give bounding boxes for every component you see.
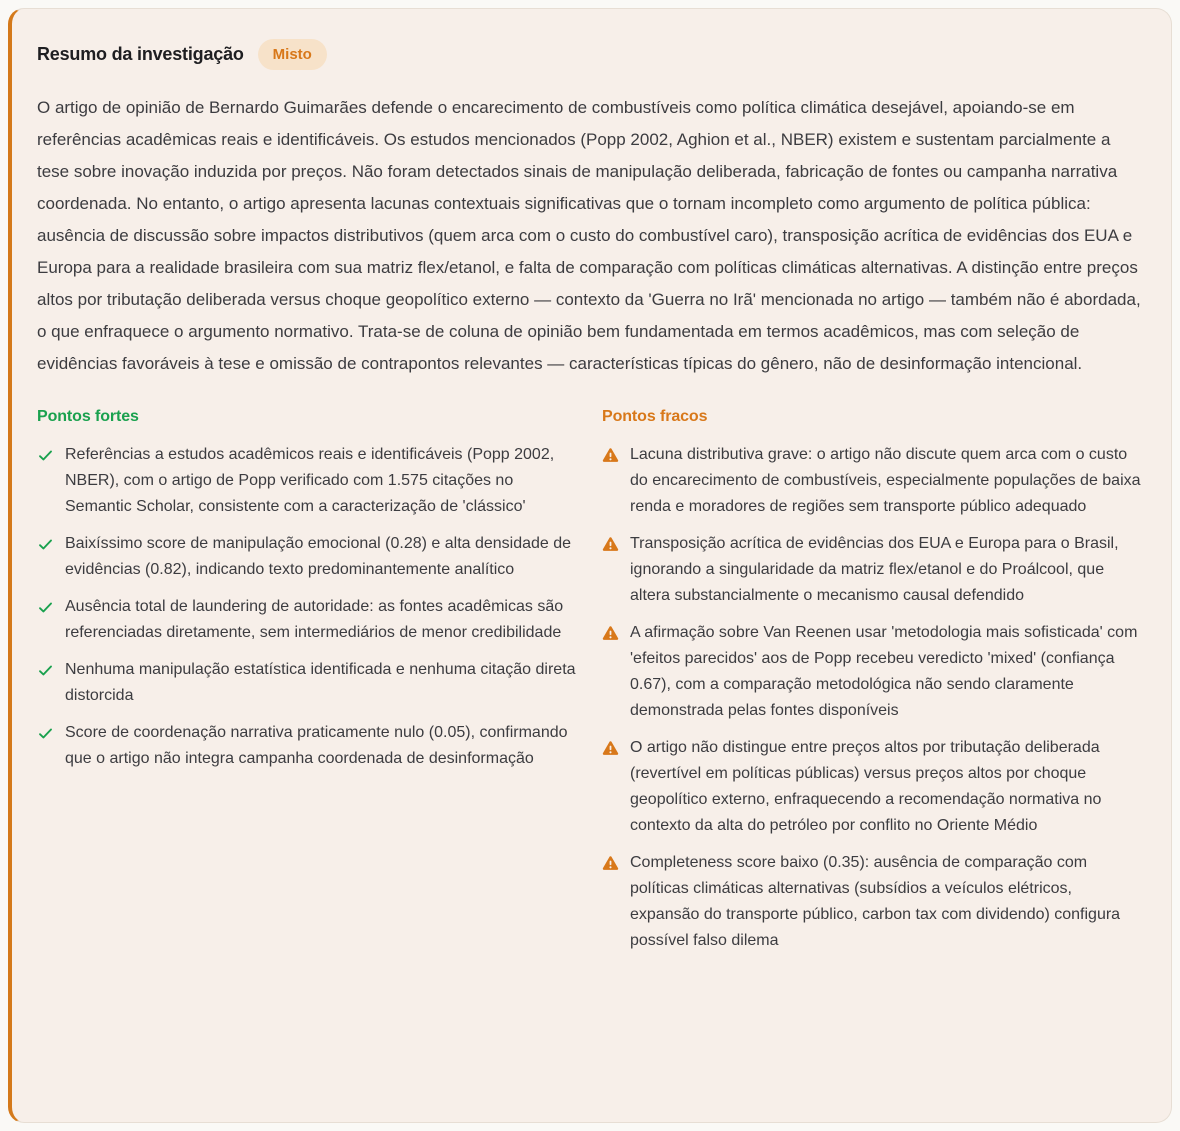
points-grid (37, 408, 1141, 965)
weaknesses-list (602, 442, 1141, 954)
check-icon (37, 725, 54, 742)
strengths-column (37, 408, 576, 965)
check-icon (37, 536, 54, 553)
warning-triangle-icon (602, 855, 619, 872)
card-header (37, 39, 1141, 70)
check-icon (37, 447, 54, 464)
strength-item-text: Baixíssimo score de manipulação emocional (0.28) e alta densidade de evidências (0.82), indicando texto predominantemente analítico (65, 535, 572, 578)
warning-triangle-icon (602, 625, 619, 642)
weakness-item-text: A afirmação sobre Van Reenen usar 'metodologia mais sofisticada' com 'efeitos parecidos' aos de Popp recebeu veredicto 'mixed' (confiança 0.67), com a comparação metodológica não sendo claramente demonstrada pelas fontes disponíveis (630, 624, 1138, 719)
strength-item (37, 594, 576, 646)
investigation-summary-card (8, 8, 1172, 1123)
strength-item (37, 531, 576, 583)
strength-item-text: Nenhuma manipulação estatística identificada e nenhuma citação direta distorcida (65, 661, 576, 704)
weakness-item (602, 735, 1141, 839)
strength-item (37, 657, 576, 709)
check-icon (37, 599, 54, 616)
verdict-badge: Misto (258, 39, 327, 70)
strengths-list (37, 442, 576, 772)
warning-triangle-icon (602, 536, 619, 553)
summary-paragraph: O artigo de opinião de Bernardo Guimarães defende o encarecimento de combustíveis como política climática desejável, apoiando-se em referências acadêmicas reais e identificáveis. Os estudos mencionados (Popp 2002, Aghion et al., NBER) existem e sustentam parcialmente a tese sobre inovação induzida por preços. Não foram detectados sinais de manipulação deliberada, fabricação de fontes ou campanha narrativa coordenada. No entanto, o artigo apresenta lacunas contextuais significativas que o tornam incompleto como argumento de política pública: ausência de discussão sobre impactos distributivos (quem arca com o custo do combustível caro), transposição acrítica de evidências dos EUA e Europa para a realidade brasileira com sua matriz flex/etanol, e falta de comparação com políticas climáticas alternativas. A distinção entre preços altos por tributação deliberada versus choque geopolítico externo — contexto da 'Guerra no Irã' mencionada no artigo — também não é abordada, o que enfraquece o argumento normativo. Trata-se de coluna de opinião bem fundamentada em termos acadêmicos, mas com seleção de evidências favoráveis à tese e omissão de contrapontos relevantes — características típicas do gênero, não de desinformação intencional. (37, 98, 1141, 373)
strength-item (37, 720, 576, 772)
strength-item-text: Referências a estudos acadêmicos reais e identificáveis (Popp 2002, NBER), com o artigo de Popp verificado com 1.575 citações no Semantic Scholar, consistente com a caracterização de 'clássico' (65, 446, 555, 515)
weakness-item-text: Lacuna distributiva grave: o artigo não discute quem arca com o custo do encarecimento de combustíveis, especialmente populações de baixa renda e moradores de regiões sem transporte público adequado (630, 446, 1141, 515)
weakness-item (602, 620, 1141, 724)
warning-triangle-icon (602, 447, 619, 464)
weakness-item (602, 850, 1141, 954)
strength-item-text: Ausência total de laundering de autoridade: as fontes acadêmicas são referenciadas diretamente, sem intermediários de menor credibilidade (65, 598, 564, 641)
weakness-item-text: Transposição acrítica de evidências dos EUA e Europa para o Brasil, ignorando a singularidade da matriz flex/etanol e do Proálcool, que altera substancialmente o mecanismo causal defendido (630, 535, 1119, 604)
weakness-item (602, 442, 1141, 520)
card-title: Resumo da investigação (37, 44, 244, 64)
check-icon (37, 662, 54, 679)
warning-triangle-icon (602, 740, 619, 757)
weaknesses-column (602, 408, 1141, 965)
weaknesses-heading: Pontos fracos (602, 408, 708, 425)
weakness-item-text: Completeness score baixo (0.35): ausência de comparação com políticas climáticas alternativas (subsídios a veículos elétricos, expansão do transporte público, carbon tax com dividendo) configura possível falso dilema (630, 854, 1121, 949)
strength-item-text: Score de coordenação narrativa praticamente nulo (0.05), confirmando que o artigo não integra campanha coordenada de desinformação (65, 724, 568, 767)
weakness-item-text: O artigo não distingue entre preços altos por tributação deliberada (revertível em políticas públicas) versus preços altos por choque geopolítico externo, enfraquecendo a recomendação normativa no contexto da alta do petróleo por conflito no Oriente Médio (630, 739, 1102, 834)
weakness-item (602, 531, 1141, 609)
strengths-heading: Pontos fortes (37, 408, 139, 425)
strength-item (37, 442, 576, 520)
